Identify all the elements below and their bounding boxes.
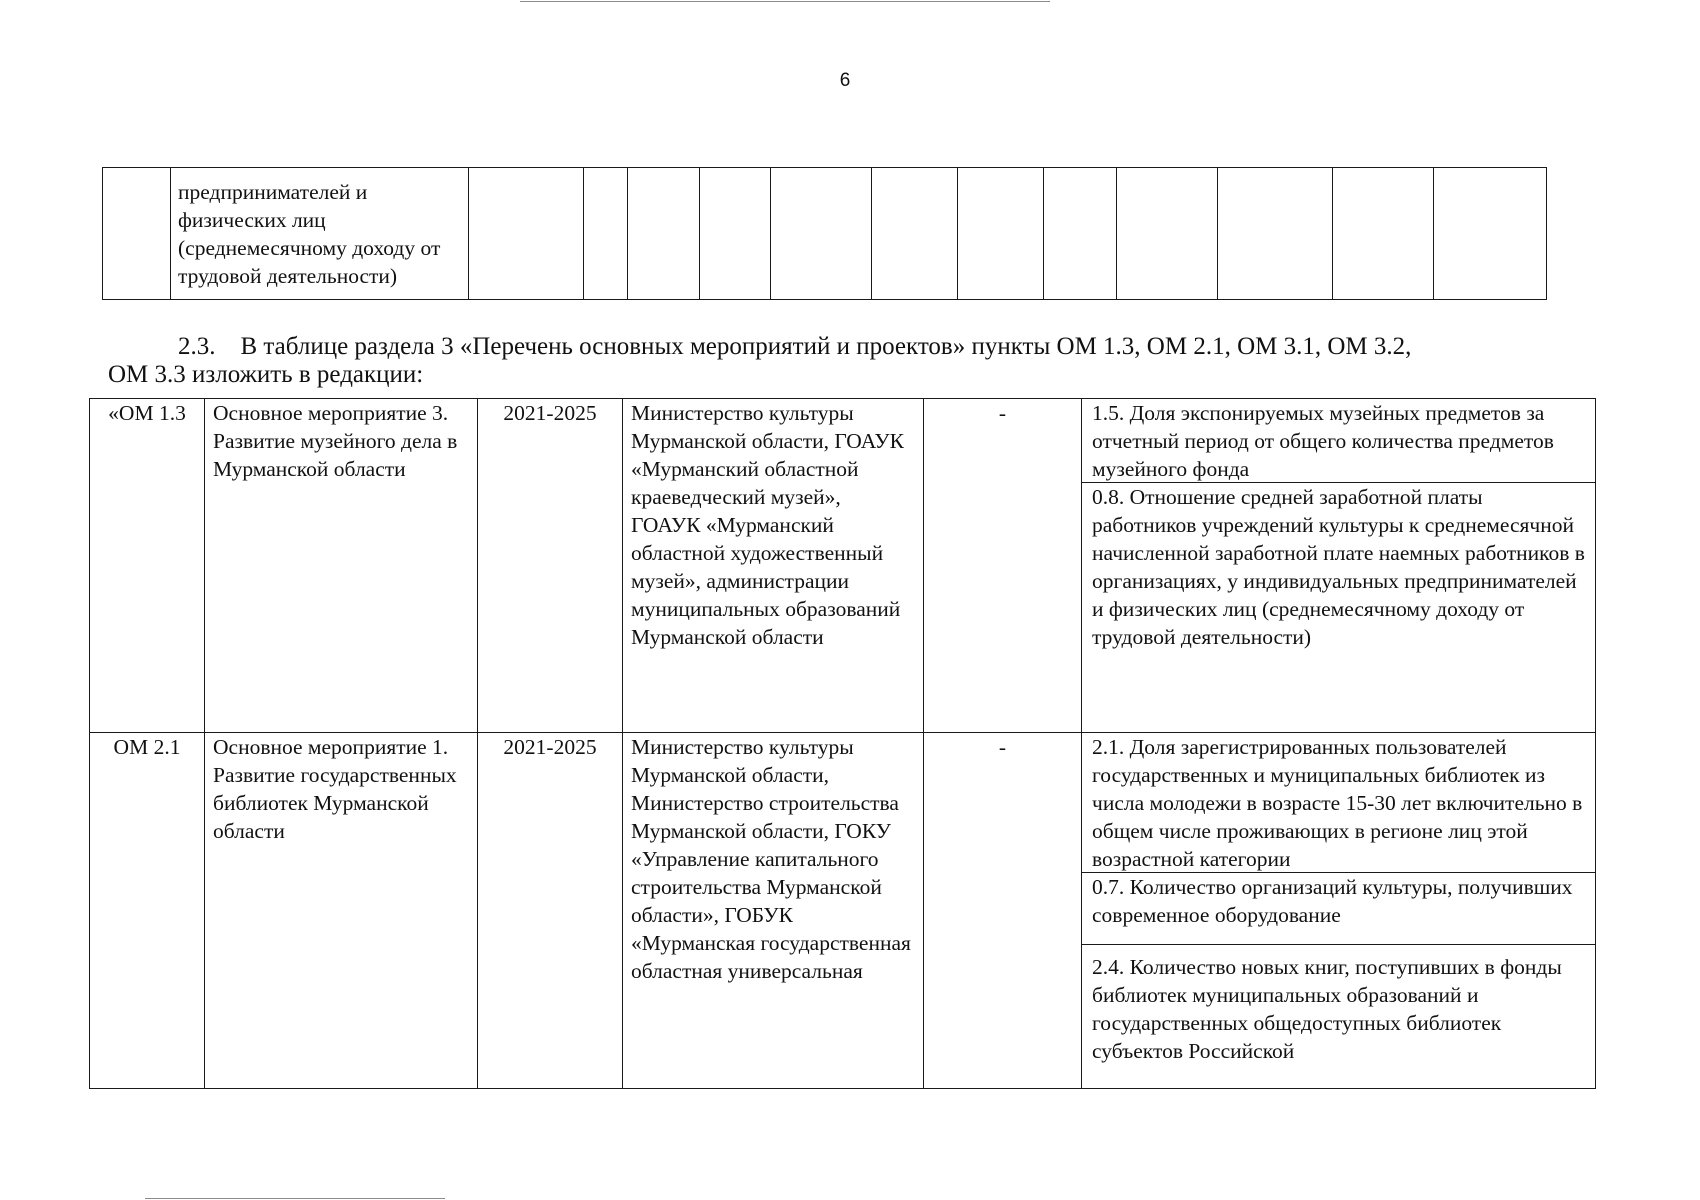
- table-cell: [958, 168, 1044, 300]
- table-cell: [771, 168, 872, 300]
- table-row: [90, 733, 1596, 1089]
- measure-dash: -: [924, 733, 1082, 1089]
- table-row: [90, 399, 1596, 733]
- table-cell: [872, 168, 958, 300]
- table-cell: [1044, 168, 1117, 300]
- measure-code: «ОМ 1.3: [90, 399, 205, 733]
- table-row: [103, 168, 1547, 300]
- table-cell: [1218, 168, 1333, 300]
- measure-period: 2021-2025: [478, 733, 623, 1089]
- measure-name: Основное мероприятие 3. Развитие музейного дела в Мурманской области: [205, 399, 478, 733]
- measure-executors: Министерство культуры Мурманской области, ГОАУК «Мурманский областной краеведческий музей», ГОАУК «Мурманский областной художественный музей», администрации муниципальных образований Мурманской области: [623, 399, 924, 733]
- measure-indicators: [1082, 733, 1596, 1089]
- table-cell: [700, 168, 771, 300]
- measure-indicators: [1082, 399, 1596, 733]
- table-cell: [628, 168, 700, 300]
- table-cell: [1117, 168, 1218, 300]
- table-cell: [469, 168, 584, 300]
- table-cell: [1434, 168, 1547, 300]
- measure-name: Основное мероприятие 1. Развитие государственных библиотек Мурманской области: [205, 733, 478, 1089]
- indicator-item: 0.8. Отношение средней заработной платы работников учреждений культуры к среднемесячной начисленной заработной плате наемных работников в организациях, у индивидуальных предпринимателей и физических лиц (среднемесячному доходу от трудовой деятельности): [1092, 485, 1585, 649]
- paragraph-number: 2.3.: [178, 333, 216, 360]
- measure-dash: -: [924, 399, 1082, 733]
- paragraph-line-2: ОМ 3.3 изложить в редакции:: [108, 361, 424, 388]
- amendment-paragraph: [108, 333, 1588, 389]
- paragraph-line-1: [108, 333, 1588, 361]
- measures-table: [89, 398, 1596, 1089]
- table-cell: [1333, 168, 1434, 300]
- measure-code: ОМ 2.1: [90, 733, 205, 1089]
- indicator-item: 0.7. Количество организаций культуры, получивших современное оборудование: [1082, 873, 1595, 945]
- measure-period: 2021-2025: [478, 399, 623, 733]
- table-cell: [103, 168, 171, 300]
- table-cell: [584, 168, 628, 300]
- indicator-item: 2.4. Количество новых книг, поступивших в фонды библиотек муниципальных образований и государственных общедоступных библиотек субъектов Российской: [1092, 955, 1562, 1063]
- scan-edge-bottom: [145, 1198, 445, 1199]
- table-cell: [171, 168, 469, 300]
- continuation-cell-text: предпринимателей и физических лиц (среднемесячному доходу от трудовой деятельности): [178, 180, 441, 288]
- scan-edge-top: [520, 1, 1050, 2]
- paragraph-text: В таблице раздела 3 «Перечень основных мероприятий и проектов» пункты ОМ 1.3, ОМ 2.1, ОМ 3.1, ОМ 3.2,: [240, 333, 1412, 360]
- measure-executors: Министерство культуры Мурманской области, Министерство строительства Мурманской области, ГОКУ «Управление капитального строительства Мурманской области», ГОБУК «Мурманская государственная областная универсальная: [623, 733, 924, 1089]
- continuation-table: [102, 167, 1547, 300]
- indicator-item: 2.1. Доля зарегистрированных пользователей государственных и муниципальных библиотек из числа молодежи в возрасте 15-30 лет включительно в общем числе проживающих в регионе лиц этой возрастной категории: [1082, 733, 1595, 873]
- indicator-item: 1.5. Доля экспонируемых музейных предметов за отчетный период от общего количества предметов музейного фонда: [1082, 399, 1595, 483]
- page-number: 6: [839, 70, 851, 91]
